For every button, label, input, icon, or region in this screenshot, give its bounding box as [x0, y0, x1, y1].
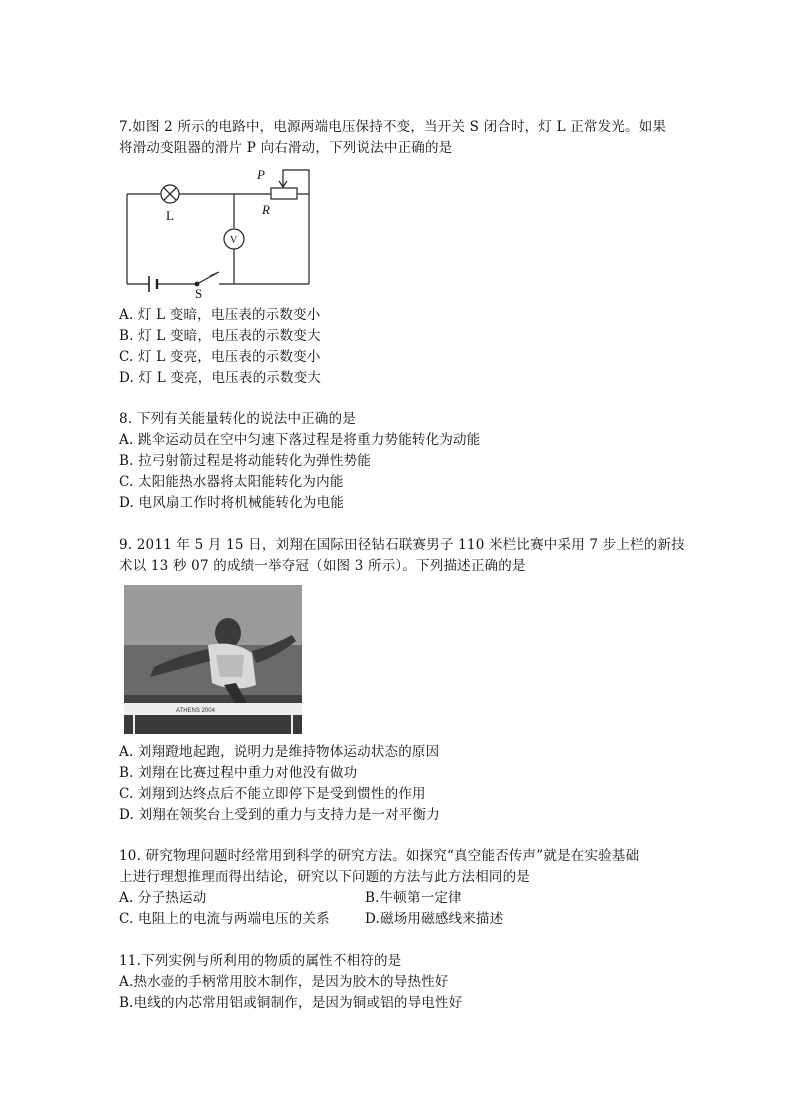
- label-v: V: [230, 235, 238, 246]
- q10-option-a: A. 分子热运动: [119, 890, 207, 906]
- hurdler-photo: [124, 585, 302, 734]
- q11-option-b: B.电线的内芯常用铝或铜制作，是因为铜或铝的导电性好: [119, 995, 463, 1011]
- q9-option-d: D. 刘翔在领奖台上受到的重力与支持力是一对平衡力: [119, 807, 440, 823]
- q7-option-c: C. 灯 L 变亮，电压表的示数变小: [119, 349, 321, 365]
- q10-stem-line2: 上进行理想推理而得出结论，研究以下问题的方法与此方法相同的是: [119, 869, 530, 885]
- rheostat-symbol: [271, 188, 297, 199]
- q9-option-b: B. 刘翔在比赛过程中重力对他没有做功: [119, 765, 358, 781]
- q10-option-d: D.磁场用磁感线来描述: [365, 911, 504, 927]
- label-p: P: [257, 167, 265, 182]
- q8-stem: 8. 下列有关能量转化的说法中正确的是: [119, 411, 356, 427]
- label-l: L: [166, 208, 174, 223]
- q9-stem-line2: 术以 13 秒 07 的成绩一举夺冠（如图 3 所示）。下列描述正确的是: [119, 558, 526, 574]
- q10-option-b: B.牛顿第一定律: [365, 890, 462, 906]
- q11-stem: 11.下列实例与所利用的物质的属性不相符的是: [119, 953, 402, 969]
- q7-option-b: B. 灯 L 变暗，电压表的示数变大: [119, 328, 321, 344]
- q9-option-a: A. 刘翔蹬地起跑，说明力是维持物体运动状态的原因: [119, 744, 440, 760]
- q7-stem-line1: 7.如图 2 所示的电路中，电源两端电压保持不变，当开关 S 闭合时，灯 L 正常发光。如果: [119, 119, 667, 135]
- label-s: S: [195, 286, 203, 300]
- q11-option-a: A.热水壶的手柄常用胶木制作，是因为胶木的导热性好: [119, 974, 449, 990]
- q7-stem-line2: 将滑动变阻器的滑片 P 向右滑动，下列说法中正确的是: [119, 140, 453, 156]
- q8-option-b: B. 拉弓射箭过程是将动能转化为弹性势能: [119, 453, 372, 469]
- q9-option-c: C. 刘翔到达终点后不能立即停下是受到惯性的作用: [119, 786, 426, 802]
- q10-stem-line1: 10. 研究物理问题时经常用到科学的研究方法。如探究“真空能否传声”就是在实验基础: [119, 848, 640, 864]
- label-r: R: [262, 202, 270, 217]
- photo-caption: ATHENS 2004: [176, 708, 215, 714]
- q8-option-c: C. 太阳能热水器将太阳能转化为内能: [119, 474, 344, 490]
- q9-stem-line1: 9. 2011 年 5 月 15 日，刘翔在国际田径钻石联赛男子 110 米栏比赛中采用 7 步上栏的新技: [119, 537, 685, 553]
- q7-option-d: D. 灯 L 变亮，电压表的示数变大: [119, 370, 322, 386]
- q8-option-a: A. 跳伞运动员在空中匀速下落过程是将重力势能转化为动能: [119, 432, 481, 448]
- circuit-diagram: [119, 162, 319, 300]
- q10-option-c: C. 电阻上的电流与两端电压的关系: [119, 911, 330, 927]
- q7-option-a: A. 灯 L 变暗，电压表的示数变小: [119, 307, 321, 323]
- q8-option-d: D. 电风扇工作时将机械能转化为电能: [119, 495, 345, 511]
